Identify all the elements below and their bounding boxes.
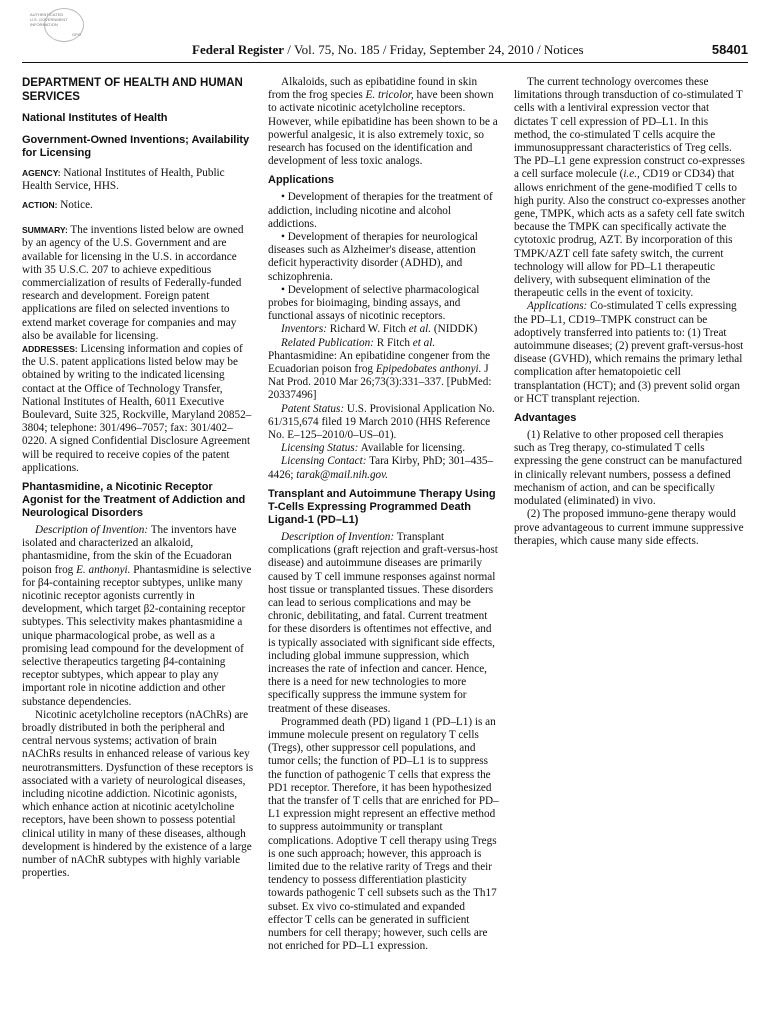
page-number: 58401 bbox=[711, 42, 748, 57]
invention-1-title: Phantasmidine, a Nicotinic Receptor Agonist for the Treatment of Addiction and Neurological Disorders bbox=[22, 480, 246, 519]
inventors-institute: (NIDDK) bbox=[433, 323, 478, 336]
column-1 bbox=[22, 76, 254, 1008]
description-text: Transplant complications (graft rejection and graft-versus-host disease) and autoimmune diseases are primarily caused by T cell immune responses against normal host tissue or transplanted tissues. These disorders can lead to serious complications and may be chronic, debilitating, and fatal. Current treatment for these disorders is oftentimes not effective, and is typically associated with significant side effects, including global immune suppression, which increases the rate of infection and cancer. Hence, there is a need for new technologies to more specifically suppress the immune system for treatment of these diseases. bbox=[268, 530, 498, 715]
description-text: Phantasmidine is selective for β4-containing receptor subtypes, unlike many nicotinic receptor agonists currently in development, which target β2-containing receptor subtypes. This selectivity makes phantasmidine a unique pharmacological probe, as well as a promising lead compound for the development of selective therapeutics targeting β4-containing receptor subtypes, which appear to play any important role in nicotine addiction and other substance dependencies. bbox=[22, 563, 252, 708]
species-name: Epipedobates anthonyi. bbox=[375, 363, 482, 376]
volume: Vol. 75, No. 185 bbox=[293, 42, 380, 57]
patent-status-text: U.S. Provisional Application No. 61/315,674 filed 19 March 2010 (HHS Reference No. E–125–2010/0–US–01). bbox=[268, 402, 495, 442]
applications-text: Co-stimulated T cells expressing the PD–L1, CD19–TMPK construct can be adoptively transferred into patients to: (1) Treat autoimmune diseases; (2) prevent graft-versus-host disease (GVHD), which remains the primary lethal complication after hematopoietic cell transplantation (HCT); and (3) prevent solid organ or HCT transplant rejection. bbox=[514, 300, 744, 405]
seal-text: GPO bbox=[72, 32, 81, 37]
summary-label: SUMMARY: bbox=[22, 225, 68, 236]
patent-status-para bbox=[268, 403, 500, 443]
summary-text: The inventions listed below are owned by an agency of the U.S. Government and are available for licensing in the U.S. in accordance with 35 U.S.C. 207 to achieve expeditious commercialization of results of Federally-funded research and development. Foreign patent applications are filed on selected inventions to extend market coverage for companies and may also be available for licensing. bbox=[22, 224, 244, 342]
inventors-text: Richard W. Fitch bbox=[329, 323, 406, 336]
invention-1-paragraph-2: Nicotinic acetylcholine receptors (nAChRs) are broadly distributed in both the peripheral and central nervous systems; activation of brain nAChRs results in enhanced release of various key neurotransmitters. Dysfunction of these receptors is associated with a variety of neurological diseases, including nicotine addiction. Nicotinic agonists, which enhance action at nicotinic acetylcholine receptors, have been shown to possess potential clinical utility in many of these diseases, although development is hindered by the existence of a large number of nAChR subtypes with highly variable properties. bbox=[22, 708, 254, 880]
seal-text: INFORMATION bbox=[30, 22, 58, 27]
column-3 bbox=[514, 76, 746, 1008]
application-item: • Development of selective pharmacological probes for bioimaging, binding assays, and functional assays of nicotinic receptors. bbox=[268, 283, 480, 323]
licensing-contact-text: Tara Kirby, PhD; 301–435–4426; bbox=[268, 455, 494, 481]
column-2 bbox=[268, 76, 500, 1008]
section-name: Notices bbox=[543, 42, 584, 57]
issue-date: Friday, September 24, 2010 bbox=[389, 42, 534, 57]
licensing-contact-para bbox=[268, 455, 500, 481]
publication-para bbox=[268, 337, 500, 403]
et-al: et al. bbox=[412, 336, 436, 349]
licensing-status-label: Licensing Status: bbox=[281, 442, 359, 455]
seal-text: U.S. GOVERNMENT bbox=[30, 17, 68, 22]
species-name: E. tricolor, bbox=[365, 89, 414, 102]
invention-2-title: Transplant and Autoimmune Therapy Using T-Cells Expressing Programmed Death Ligand-1 (PD–L1) bbox=[268, 487, 496, 526]
invention-1-description bbox=[22, 524, 254, 709]
application-text: Development of selective pharmacological probes for bioimaging, binding assays, and functional assays of nicotinic receptors. bbox=[268, 283, 480, 323]
journal-name: Federal Register bbox=[192, 42, 285, 57]
invention-2-applications bbox=[514, 300, 746, 406]
application-text: Development of therapies for neurological diseases such as Alzheimer's disease, attention deficit hyperactivity disorder (ADHD), and schizophrenia. bbox=[268, 231, 478, 283]
text-columns bbox=[22, 76, 748, 1008]
abbreviation-ie: i.e., bbox=[623, 168, 640, 181]
licensing-contact-label: Licensing Contact: bbox=[281, 455, 367, 468]
paragraph-text: CD19 or CD34) that allows enrichment of the gene-modified T cells to high purity. Also the construct co-expresses another gene, TMPK, which acts as a safety cell fate switch because the TMPK can specifically activate the cytotoxic prodrug, AZT. By incorporation of this TMPK/AZT cell fate safety switch, the current technology will allow for PD–L1 therapeutic delivery, with subsequent elimination of the therapeutic cells in the event of toxicity. bbox=[514, 168, 746, 300]
paragraph-text: Alkaloids, such as epibatidine found in skin from the frog species bbox=[268, 76, 478, 102]
species-name: E. anthonyi. bbox=[76, 563, 131, 576]
agency-para bbox=[22, 167, 254, 193]
application-item: • Development of therapies for the treatment of addiction, including nicotine and alcohol addictions. bbox=[268, 191, 493, 230]
application-item: • Development of therapies for neurological diseases such as Alzheimer's disease, attention deficit hyperactivity disorder (ADHD), and schizophrenia. bbox=[268, 231, 478, 283]
publication-label: Related Publication: bbox=[281, 336, 374, 349]
action-label: ACTION: bbox=[22, 199, 58, 210]
invention-2-paragraph-2-start bbox=[268, 716, 500, 954]
paragraph-text: The current technology overcomes these limitations through transduction of co-stimulated T cells with a lentiviral expression vector that dictates T cell expression of PD–L1. In this method, the co-stimulated T cells acquire the immunosuppressant characteristics of Treg cells. The PD–L1 gene expression construct co-expresses a cell surface molecule ( bbox=[514, 76, 745, 181]
et-al: et al. bbox=[408, 323, 432, 336]
description-label: Description of Invention: bbox=[281, 530, 395, 543]
advantage-item: (1) Relative to other proposed cell therapies such as Treg therapy, co-stimulated T cells expressing the gene construct can be manufactured in clinically relevant numbers, possess a defined mechanism of action, and can be specifically modulated (eliminated) in vivo. bbox=[514, 429, 743, 508]
action-text: Notice. bbox=[60, 198, 93, 211]
patent-status-label: Patent Status: bbox=[281, 402, 345, 415]
agency-label: AGENCY: bbox=[22, 167, 61, 178]
gpo-authentication-seal bbox=[22, 8, 112, 40]
licensing-status-text: Available for licensing. bbox=[360, 442, 466, 455]
description-label: Description of Invention: bbox=[35, 523, 149, 536]
invention-2-paragraph-3 bbox=[514, 76, 746, 300]
inventors-label: Inventors: bbox=[281, 323, 327, 336]
agency-text: National Institutes of Health, Public Health Service, HHS. bbox=[22, 166, 225, 192]
seal-text: AUTHENTICATED bbox=[30, 12, 64, 17]
addresses-label: ADDRESSES: bbox=[22, 343, 78, 354]
sub-agency-heading: National Institutes of Health bbox=[22, 112, 168, 124]
addresses-para bbox=[22, 343, 254, 475]
running-header bbox=[22, 40, 748, 63]
applications-label: Applications: bbox=[527, 300, 588, 313]
header-citation: Federal Register / Vol. 75, No. 185 / Friday, September 24, 2010 / Notices bbox=[192, 42, 584, 57]
agency-heading: DEPARTMENT OF HEALTH AND HUMAN SERVICES bbox=[22, 77, 243, 103]
invention-2-description bbox=[268, 531, 500, 716]
action-para bbox=[22, 199, 254, 212]
paragraph-text: have been shown to activate nicotinic acetylcholine receptors. However, while epibatidine has been shown to be a powerful analgesic, it is also extremely toxic, so research has focused on the identification and development of less toxic analogs. bbox=[268, 89, 498, 168]
document-title: Government-Owned Inventions; Availability for Licensing bbox=[22, 133, 250, 159]
addresses-text: Licensing information and copies of the U.S. patent applications listed below may be obtained by writing to the indicated licensing contact at the Office of Technology Transfer, National Institutes of Health, 6011 Executive Boulevard, Suite 325, Rockville, Maryland 20852–3804; telephone: 301/496–7057; fax: 301/402–0220. A signed Confidential Disclosure Agreement will be required to receive copies of the patent applications. bbox=[22, 342, 252, 474]
publication-text: R Fitch bbox=[376, 336, 410, 349]
applications-heading: Applications bbox=[268, 174, 335, 187]
contact-email-link[interactable]: tarak@mail.nih.gov. bbox=[296, 468, 389, 481]
application-text: Development of therapies for the treatment of addiction, including nicotine and alcohol addictions. bbox=[268, 191, 493, 230]
licensing-status-para bbox=[268, 442, 500, 455]
publication-text: J Nat Prod. 2010 Mar 26;73(3):331–337. [PubMed: 20337496] bbox=[268, 363, 492, 402]
advantage-item: (2) The proposed immuno-gene therapy would prove advantageous to current immune suppressive therapies, which cause many side effects. bbox=[514, 508, 744, 547]
summary-para bbox=[22, 224, 254, 343]
advantages-heading: Advantages bbox=[514, 412, 577, 425]
inventors-para bbox=[268, 323, 500, 336]
invention-1-paragraph-3 bbox=[268, 76, 500, 168]
publication-text: Phantasmidine: An epibatidine congener from the Ecuadorian poison frog bbox=[268, 349, 491, 376]
paragraph-text: Programmed death (PD) ligand 1 (PD–L1) is an immune molecule present on regulatory T cells (Tregs), other suppressor cell populations, and tumor cells; the function of PD–L1 is to suppress the function of pathogenic T cells that express the PD1 receptor. Therefore, it has been hypothesized that the transfer of T cells that are enriched for PD–L1 expression might represent an effective method to suppress autoimmunity or transplant complications. Adoptive T cell therapy using Tregs is one such approach; however, this approach is limited due to the relative rarity of Tregs and their tendency to possess differentiation plasticity towards pathogenic T cell subsets such as the Th17 subset. Ex vivo co-stimulated and expanded effector T cells can be generated in sufficient numbers for cell therapy; however, such cells are not enriched for PD–L1 expression. bbox=[268, 715, 499, 953]
description-text: The inventors have isolated and characterized an alkaloid, phantasmidine, from the skin of the Ecuadoran poison frog bbox=[22, 523, 237, 576]
